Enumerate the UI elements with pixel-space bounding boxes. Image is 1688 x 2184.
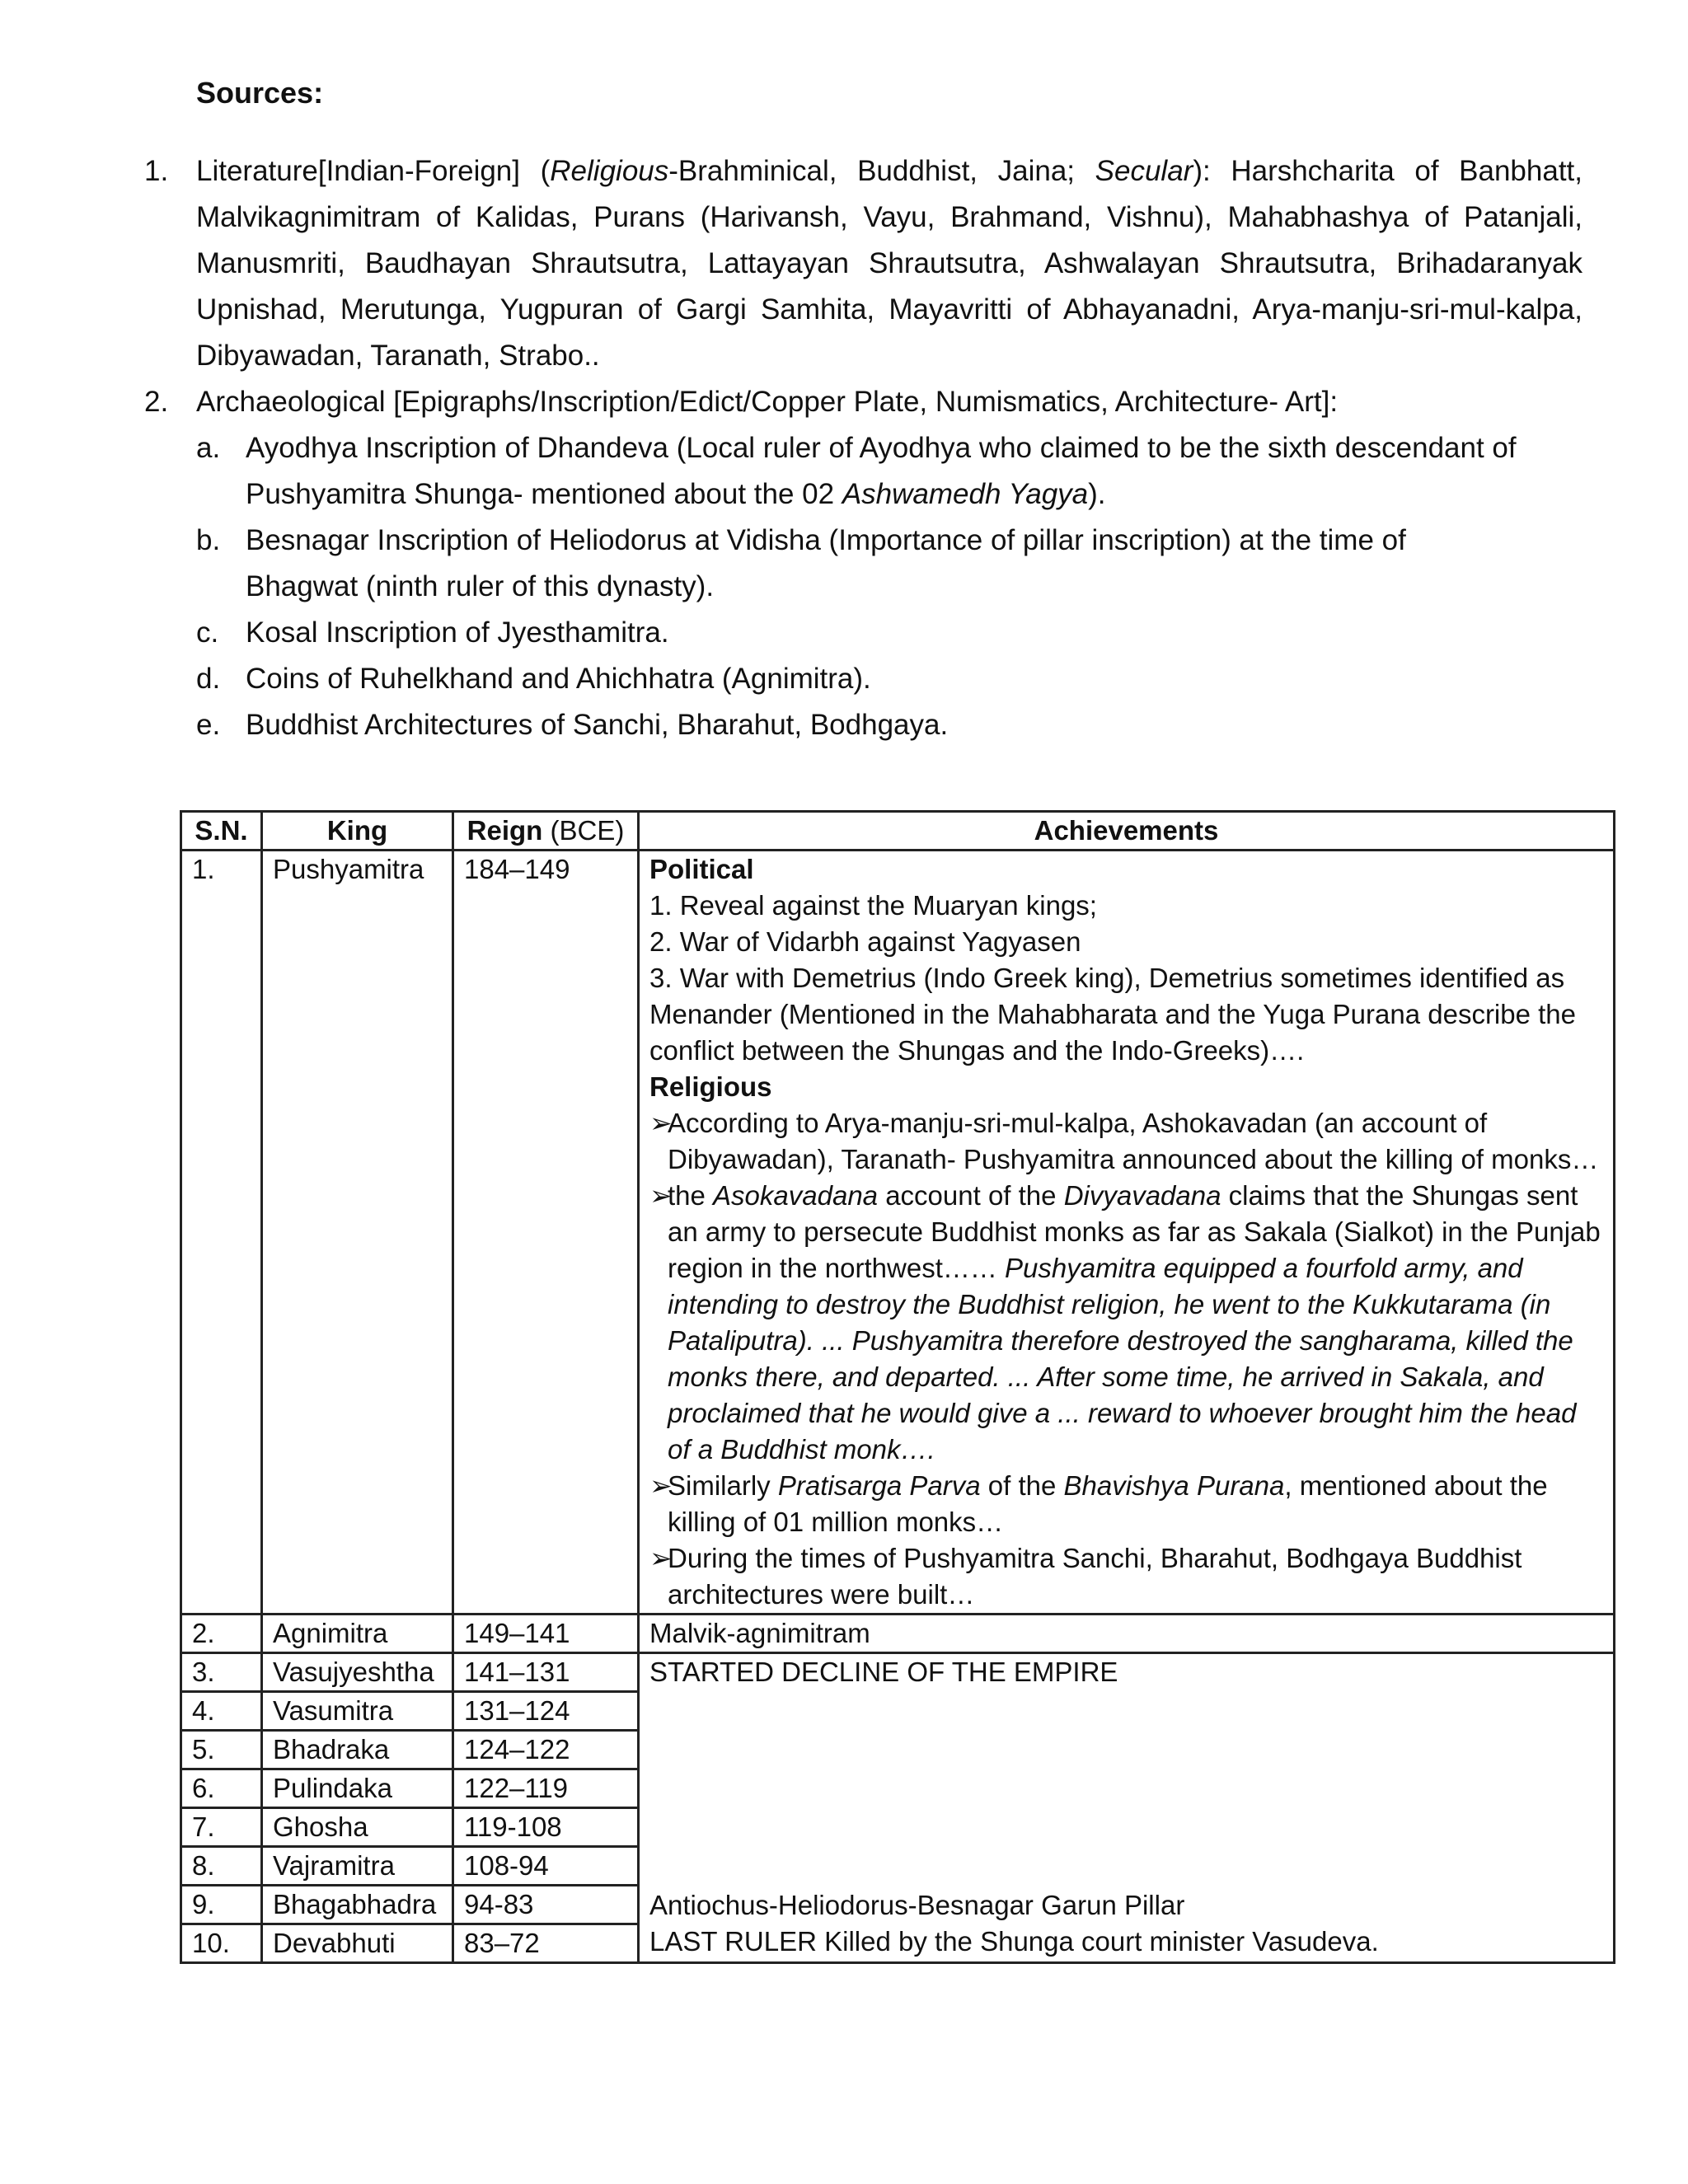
sub-item-text: Coins of Ruhelkhand and Ahichhatra (Agnimitra). (246, 663, 871, 695)
cell-achievements-pushyamitra (639, 851, 1615, 1615)
table-header-row (181, 812, 1615, 851)
archaeological-sources-text: Archaeological [Epigraphs/Inscription/Edict/Copper Plate, Numismatics, Architecture- Art]: (196, 386, 1339, 418)
decline-note: LAST RULER Killed by the Shunga court minister Vasudeva. (649, 1926, 1379, 1957)
cell-reign: 141–131 (453, 1653, 639, 1692)
header-achievements: Achievements (639, 812, 1615, 851)
decline-heading: STARTED DECLINE OF THE EMPIRE (649, 1657, 1118, 1687)
text-line: Besnagar Inscription of Heliodorus at Vidisha (Importance of pillar inscription) at the time of (246, 524, 1406, 556)
religious-bullet (649, 1540, 1603, 1613)
decline-notes (649, 1887, 1379, 1960)
cell-reign: 119-108 (453, 1808, 639, 1847)
text-run: claims that the Shungas sent an army to persecute Buddhist monks as far as Sakala (Sialkot) in the Punjab region in the northwest…… (668, 1180, 1601, 1283)
religious-bullet (649, 1468, 1603, 1540)
sources-heading: Sources: (196, 76, 324, 110)
cell-reign: 149–141 (453, 1615, 639, 1653)
text-run-italic: Pratisarga Parva (777, 1470, 981, 1501)
cell-sn: 6. (181, 1769, 262, 1808)
bullet-text (668, 1468, 1603, 1540)
cell-sn: 8. (181, 1847, 262, 1886)
text-run-italic: Pushyamitra equipped a fourfold army, and intending to destroy the Buddhist religion, he went to the Kukkutarama (in Pataliputra). ... Pushyamitra therefore destroyed the sangharama, killed the monks there, and departed. ... After some time, he arrived in Sakala, and proclaimed that he would give a ... reward to whoever brought him the head of a Buddhist monk…. (668, 1253, 1577, 1465)
political-item: 2. War of Vidarbh against Yagyasen (649, 926, 1081, 957)
political-heading: Political (649, 854, 754, 884)
cell-sn: 3. (181, 1653, 262, 1692)
text-run-italic: Divyavadana (1063, 1180, 1221, 1211)
arrow-bullet-icon: ➢ (649, 1108, 673, 1138)
text-run-italic: Secular (1095, 155, 1193, 187)
cell-king: Bhadraka (262, 1731, 453, 1769)
religious-heading: Religious (649, 1071, 772, 1102)
cell-king: Devabhuti (262, 1924, 453, 1963)
cell-king: Bhagabhadra (262, 1886, 453, 1924)
bullet-text: During the times of Pushyamitra Sanchi, Bharahut, Bodhgaya Buddhist architectures were built… (668, 1543, 1522, 1610)
cell-king: Agnimitra (262, 1615, 453, 1653)
cell-reign: 131–124 (453, 1692, 639, 1731)
cell-sn: 2. (181, 1615, 262, 1653)
text-run: , mentioned about the killing of 01 million monks… (668, 1470, 1548, 1537)
cell-sn: 5. (181, 1731, 262, 1769)
sub-item-text: Kosal Inscription of Jyesthamitra. (246, 616, 669, 649)
arrow-bullet-icon: ➢ (649, 1470, 673, 1501)
arrow-bullet-icon: ➢ (649, 1543, 673, 1573)
text-run-italic: Ashwamedh Yagya (842, 478, 1089, 510)
cell-reign: 94-83 (453, 1886, 639, 1924)
cell-king: Ghosha (262, 1808, 453, 1847)
cell-achievements: Malvik-agnimitram (639, 1615, 1615, 1653)
table-row (181, 1653, 1615, 1692)
text-run: ): Harshcharita of Banbhatt, Malvikagnimitram of Kalidas, Purans (Harivansh, Vayu, Brahmand, Vishnu), Mahabhashya of Patanjali, Manusmriti, Baudhayan Shrautsutra, Lattayayan Shrautsutra, Ashwalayan Shrautsutra, Brihadaranyak Upnishad, Merutunga, Yugpuran of Gargi Samhita, Mayavritti of Abhayanadni, Arya-manju-sri-mul-kalpa, Dibyawadan, Taranath, Strabo.. (196, 155, 1582, 372)
cell-reign: 108-94 (453, 1847, 639, 1886)
list-number: 2. (144, 386, 169, 418)
cell-sn: 1. (181, 851, 262, 1615)
cell-reign: 124–122 (453, 1731, 639, 1769)
sub-item-c (196, 610, 1582, 656)
sub-item-a (196, 425, 1582, 518)
text-line: Bhagwat (ninth ruler of this dynasty). (246, 570, 715, 602)
text-run: Ayodhya Inscription of Dhandeva (Local ruler of Ayodhya who claimed to be the sixth descendant of Pushyamitra Shunga- mentioned about the 02 (246, 432, 1517, 510)
cell-sn: 9. (181, 1886, 262, 1924)
arrow-bullet-icon: ➢ (649, 1180, 673, 1211)
list-letter: b. (196, 524, 221, 556)
cell-sn: 10. (181, 1924, 262, 1963)
religious-bullet (649, 1105, 1603, 1178)
bullet-text (668, 1178, 1603, 1468)
cell-king: Vajramitra (262, 1847, 453, 1886)
text-run-italic: Religious (550, 155, 669, 187)
list-letter: d. (196, 663, 221, 695)
text-run: of the (980, 1470, 1064, 1501)
sub-item-b (196, 518, 1582, 610)
cell-king: Vasumitra (262, 1692, 453, 1731)
list-number: 1. (144, 155, 169, 187)
source-item-literature (144, 148, 1582, 379)
cell-sn: 4. (181, 1692, 262, 1731)
header-king: King (262, 812, 453, 851)
text-run-italic: Bhavishya Purana (1063, 1470, 1285, 1501)
header-sn: S.N. (181, 812, 262, 851)
religious-bullet (649, 1178, 1603, 1468)
sub-item-text (246, 518, 1582, 610)
literature-sources-text (196, 148, 1582, 379)
cell-sn: 7. (181, 1808, 262, 1847)
list-letter: e. (196, 709, 221, 741)
list-letter: a. (196, 432, 221, 464)
archaeological-sub-list (196, 425, 1582, 748)
sub-item-text: Buddhist Architectures of Sanchi, Bharahut, Bodhgaya. (246, 709, 949, 741)
source-item-archaeological (144, 379, 1582, 425)
table-row (181, 851, 1615, 1615)
text-run: the (668, 1180, 714, 1211)
text-run: Similarly (668, 1470, 778, 1501)
table-row (181, 1615, 1615, 1653)
sub-item-d (196, 656, 1582, 702)
text-run: ). (1088, 478, 1106, 510)
political-item: 1. Reveal against the Muaryan kings; (649, 890, 1097, 921)
political-item: 3. War with Demetrius (Indo Greek king), Demetrius sometimes identified as Menander (Mentioned in the Mahabharata and the Yuga Purana describe the conflict between the Shungas and the Indo-Greeks)…. (649, 963, 1577, 1066)
list-letter: c. (196, 616, 219, 649)
text-run: account of the (878, 1180, 1064, 1211)
sources-list (144, 148, 1582, 748)
bullet-text: According to Arya-manju-sri-mul-kalpa, Ashokavadan (an account of Dibyawadan), Taranath- Pushyamitra announced about the killing of monks… (668, 1108, 1599, 1174)
cell-king: Pushyamitra (262, 851, 453, 1615)
header-reign (453, 812, 639, 851)
cell-achievements-decline (639, 1653, 1615, 1963)
shunga-kings-table (180, 810, 1615, 1964)
text-run: -Brahminical, Buddhist, Jaina; (668, 155, 1095, 187)
header-reign-unit: (BCE) (550, 815, 625, 846)
sub-item-text (246, 425, 1582, 518)
cell-king: Pulindaka (262, 1769, 453, 1808)
text-run: Literature[Indian-Foreign] ( (196, 155, 551, 187)
cell-reign: 184–149 (453, 851, 639, 1615)
decline-note: Antiochus-Heliodorus-Besnagar Garun Pillar (649, 1890, 1185, 1920)
cell-king: Vasujyeshtha (262, 1653, 453, 1692)
text-run-italic: Asokavadana (713, 1180, 879, 1211)
header-reign-label: Reign (467, 815, 543, 846)
cell-reign: 122–119 (453, 1769, 639, 1808)
sub-item-e (196, 702, 1582, 748)
cell-reign: 83–72 (453, 1924, 639, 1963)
